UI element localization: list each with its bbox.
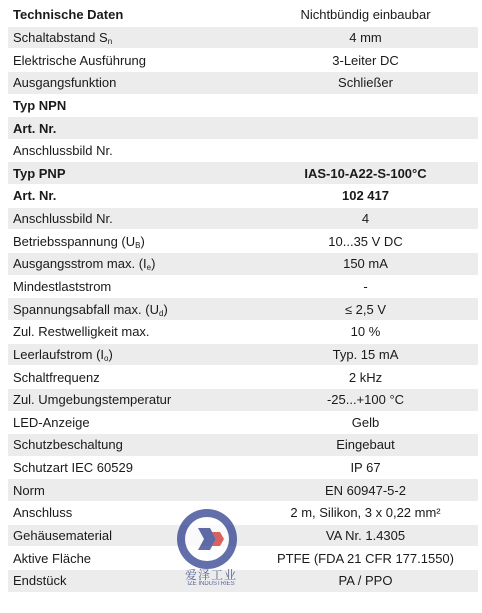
row-value: 10 % — [350, 324, 381, 340]
row-label: Schaltfrequenz — [13, 369, 100, 385]
row-value: 2 kHz — [348, 369, 383, 385]
row-label: Art. Nr. — [13, 188, 57, 204]
row-label: Anschlussbild Nr. — [13, 211, 113, 227]
row-value: PA / PPO — [338, 573, 393, 589]
row-label: Ausgangsfunktion — [13, 75, 117, 91]
row-value: VA Nr. 1.4305 — [325, 528, 406, 544]
table-row — [8, 457, 478, 480]
row-label: Anschluss — [13, 505, 73, 521]
table-row — [8, 344, 478, 367]
ize-logo-icon — [172, 504, 242, 574]
row-label: Spannungsabfall max. $(U_d)$ — [13, 301, 168, 318]
row-label: Typ PNP — [13, 165, 66, 181]
row-value: IAS-10-A22-S-100°C — [304, 165, 427, 181]
row-label: Art. Nr. — [13, 120, 57, 136]
table-row — [8, 412, 478, 435]
table-row — [8, 27, 478, 50]
row-label: Aktive Fläche — [13, 550, 92, 566]
watermark-english-text: IZE INDUSTRIES — [187, 581, 235, 587]
table-row — [8, 321, 478, 344]
row-label: LED-Anzeige — [13, 414, 90, 430]
row-value: Eingebaut — [336, 437, 395, 453]
table-row — [8, 140, 478, 163]
table-row — [8, 366, 478, 389]
row-label: Technische Daten — [13, 7, 124, 23]
row-label: Typ NPN — [13, 97, 67, 113]
table-row — [8, 208, 478, 231]
row-label: Mindestlaststrom — [13, 279, 112, 294]
row-label: Schutzart IEC 60529 — [13, 460, 133, 476]
table-row — [8, 4, 478, 27]
row-value: 10...35 V DC — [328, 233, 403, 249]
table-row — [8, 185, 478, 208]
table-row — [8, 230, 478, 253]
table-row — [8, 95, 478, 118]
row-value: Gelb — [351, 414, 380, 430]
row-value: 3-Leiter DC — [332, 52, 399, 68]
table-row — [8, 117, 478, 140]
row-value: -25...+100 °C — [326, 392, 405, 408]
row-value: Typ. 15 mA — [332, 346, 399, 362]
row-value: Nichtbündig einbaubar — [300, 7, 431, 23]
table-row — [8, 276, 478, 299]
row-label: Endstück — [13, 573, 67, 589]
table-row — [8, 253, 478, 276]
row-value: 2 m, Silikon, 3 x 0,22 mm² — [290, 505, 441, 521]
row-label: Betriebsspannung $(U_B)$ — [13, 233, 145, 250]
row-label: Zul. Umgebungstemperatur — [13, 392, 172, 408]
table-row — [8, 389, 478, 412]
row-value: 150 mA — [343, 256, 388, 272]
row-value: ≤ 2,5 V — [344, 301, 387, 317]
row-value: 4 mm — [349, 29, 382, 45]
table-row — [8, 502, 478, 525]
row-value: 102 417 — [342, 188, 389, 204]
row-value: PTFE (FDA 21 CFR 177.1550) — [276, 550, 454, 566]
watermark-chinese-text: 爱泽工业 — [184, 568, 237, 582]
table-row — [8, 162, 478, 185]
row-label: Schaltabstand $S_n$ — [13, 29, 113, 46]
technical-data-table — [8, 4, 478, 593]
row-value: IP 67 — [350, 460, 381, 476]
row-label: Anschlussbild Nr. — [13, 143, 113, 159]
row-label: Leerlaufstrom $(I_o)$ — [13, 346, 113, 363]
row-value: Schließer — [338, 75, 393, 91]
row-label: Schutzbeschaltung — [13, 437, 123, 453]
row-value: 4 — [361, 211, 370, 227]
row-label: Ausgangsstrom max. $(I_e)$ — [13, 256, 156, 273]
table-row — [8, 479, 478, 502]
row-label: Zul. Restwelligkeit max. — [13, 324, 150, 340]
row-value: - — [363, 279, 368, 294]
row-label: Elektrische Ausführung — [13, 52, 146, 68]
table-row — [8, 298, 478, 321]
table-row — [8, 525, 478, 548]
table-row — [8, 72, 478, 95]
row-label: Gehäusematerial — [13, 528, 112, 544]
row-value: EN 60947-5-2 — [325, 482, 406, 498]
table-row — [8, 434, 478, 457]
table-row — [8, 49, 478, 72]
row-label: Norm — [13, 482, 45, 498]
